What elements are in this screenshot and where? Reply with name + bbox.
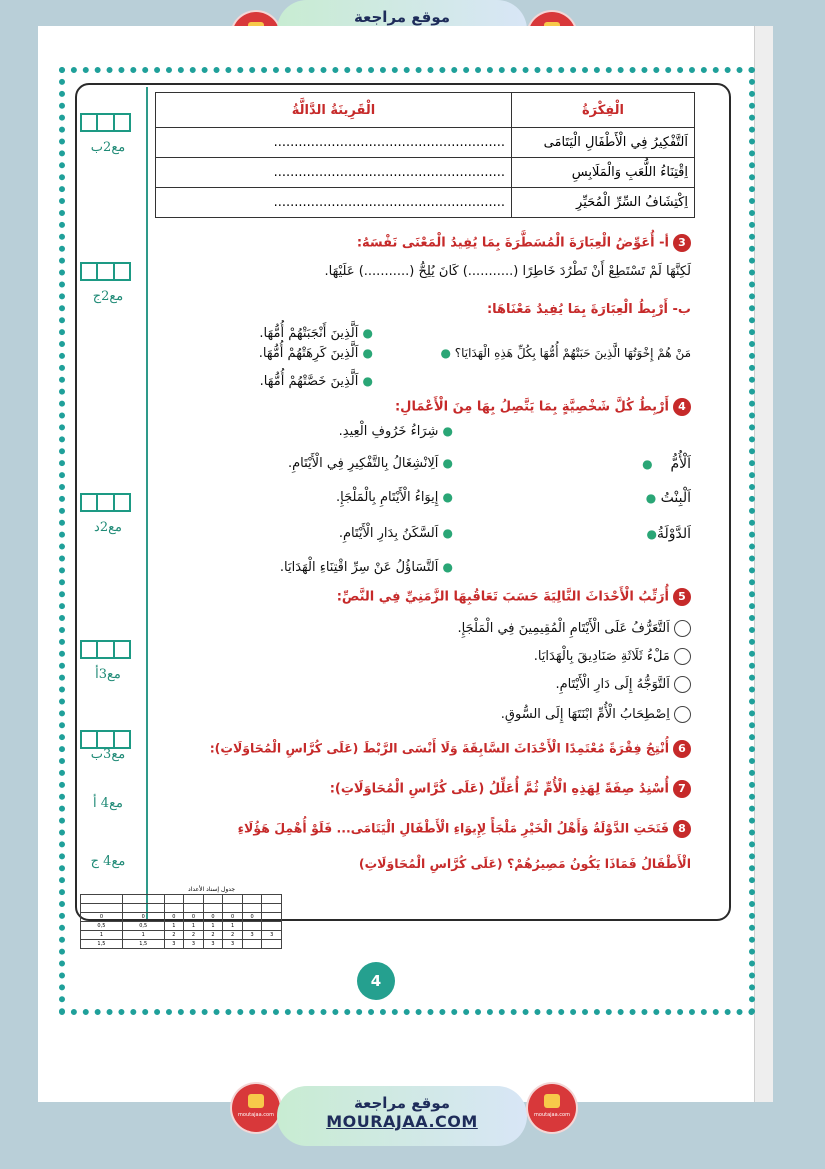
- q3-b-title: ب- أَرْبِطُ الْعِبَارَةَ بِمَا يُفِيدُ مَعْنَاهَا:: [486, 302, 691, 317]
- worksheet-page: [38, 26, 773, 1102]
- criterion-label-5: مع3ب: [90, 747, 126, 762]
- q3-b-option-1: ● اَلَّذِينَ أَنْجَبَتْهُمْ أُمُّهَا.: [259, 326, 373, 341]
- q4-action-1: ● شِرَاءُ خَرُوفِ الْعِيدِ.: [338, 424, 453, 439]
- margin-divider: [146, 87, 148, 919]
- grading-table: 0 0 0 0 0 0 0 0,5 0,5 1 1 1 1 1 1 2 2 2 2 3 3 1,5 1,5 3 3 3 3: [80, 894, 282, 949]
- q4-character-2: اَلْبِنْتُ ●: [645, 490, 691, 506]
- score-box-2: [80, 262, 131, 281]
- evidence-cell[interactable]: ........................................................: [156, 158, 512, 188]
- score-box-1: [80, 113, 131, 132]
- q6-number: 6: [673, 740, 691, 758]
- table-row: [156, 158, 695, 188]
- criterion-label-1: مع2ب: [90, 140, 126, 155]
- idea-evidence-table: [155, 92, 695, 218]
- idea-cell: اِقْتِنَاءُ اللُّعَبِ وَالْمَلَابِسِ: [512, 158, 695, 188]
- q5-title: 5أُرَتِّبُ الْأَحْدَاثَ التَّالِيَةَ حَسَبَ تَعَاقُبِهَا الزَّمَنِيِّ فِي النَّصِّ:: [337, 588, 691, 606]
- q3-b-option-2: ● اَلَّذِينَ كَرِهَتْهُمْ أُمُّهَا.: [258, 346, 373, 361]
- q5-event-2[interactable]: مَلْءُ ثَلَاثَةِ صَنَادِيقَ بِالْهَدَايَا.: [534, 648, 691, 665]
- evidence-cell[interactable]: ........................................................: [156, 188, 512, 218]
- q5-event-4[interactable]: اِصْطِحَابُ الْأُمِّ ابْنَتَهَا إِلَى السُّوقِ.: [501, 706, 691, 723]
- idea-cell: اِكْتِشَافُ السِّرِّ الْمُحَيِّرِ: [512, 188, 695, 218]
- site-logo-left-bottom: moutajaa.com: [232, 1084, 280, 1132]
- score-box-4: [80, 640, 131, 659]
- criterion-label-7: مع4 ج: [90, 854, 126, 869]
- site-arabic-name: موقع مراجعة: [353, 8, 451, 26]
- q3-b-sentence: مَنْ هُمْ إِخْوَتُهَا الَّذِينَ حَبَتْهُمْ أُمُّهَا بِكُلِّ هَذِهِ الْهَدَايَا؟ ●: [440, 346, 691, 360]
- q3-a-title: أ- أُعَوِّضُ الْعِبَارَةَ الْمُسَطَّرَةَ بِمَا يُفِيدُ الْمَعْنَى نَفْسَهُ:: [356, 235, 669, 251]
- idea-cell: اَلتَّفْكِيرُ فِي الْأَطْفَالِ الْيَتَامَى: [512, 128, 695, 158]
- order-circle[interactable]: [674, 648, 691, 665]
- page-edge: [754, 26, 773, 1102]
- q3-a-sentence: لَكِنَّهَا لَمْ تَسْتَطِعْ أَنْ تَطْرُدَ خَاطِرًا (...........) كَانَ يُلِحُّ (...........) عَلَيْهَا.: [324, 264, 691, 279]
- table-row: [156, 128, 695, 158]
- q4-action-4: ● اَلسَّكَنُ بِدَارِ الْأَيْتَامِ.: [338, 526, 453, 541]
- q8-number: 8: [673, 820, 691, 838]
- criterion-label-4: مع3أ: [95, 667, 121, 682]
- q8-line-1: 8فَتَحَتِ الدَّوْلَةُ وَأَهْلُ الْخَيْرِ مَلْجَأً لِإِيوَاءِ الْأَطْفَالِ الْيَتَامَى... فَلَوْ أُهْمِلَ هَؤُلَاءِ: [238, 820, 691, 838]
- site-logo-right-bottom: moutajaa.com: [528, 1084, 576, 1132]
- criterion-label-6: مع4 أ: [93, 796, 123, 811]
- site-domain[interactable]: MOURAJAA.COM: [326, 1112, 478, 1131]
- evidence-cell[interactable]: ........................................................: [156, 128, 512, 158]
- q8-line-2: الْأَطْفَالُ فَمَاذَا يَكُونُ مَصِيرُهُمْ؟ (عَلَى كُرَّاسِ الْمُحَاوَلَاتِ): [358, 856, 691, 871]
- criterion-label-2: مع2ج: [92, 289, 124, 304]
- q6-text: 6أُنْتِجُ فِقْرَةً مُعْتَمِدًا الْأَحْدَاثَ السَّابِقَةَ وَلَا أَنْسَى الرَّبْطَ (عَلَى كُرَّاسِ الْمُحَاوَلَاتِ):: [210, 740, 691, 758]
- q4-action-2: ● اَلِانْشِغَالُ بِالتَّفْكِيرِ فِي الْأَيْتَامِ.: [287, 456, 453, 471]
- q3-title: [357, 234, 691, 252]
- header-evidence: الْقَرِينَةُ الدَّالَّةُ: [156, 93, 512, 128]
- q7-number: 7: [673, 780, 691, 798]
- q3-b-option-3: ● اَلَّذِينَ خَصَّتْهُمْ أُمُّهَا.: [259, 374, 373, 389]
- order-circle[interactable]: [674, 706, 691, 723]
- q4-title: 4أَرْبِطُ كُلَّ شَخْصِيَّةٍ بِمَا يَتَّصِلُ بِهَا مِنَ الْأَعْمَالِ:: [395, 398, 691, 416]
- q4-action-3: ● إِيوَاءُ الْأَيْتَامِ بِالْمَلْجَإِ.: [336, 490, 453, 505]
- q4-character-3: اَلدَّوْلَةُ●: [646, 526, 691, 542]
- q4-character-1: اَلْأُمُّ ●: [642, 456, 691, 472]
- score-box-3: [80, 493, 131, 512]
- q5-event-3[interactable]: اَلتَّوَجُّهُ إِلَى دَارِ الْأَيْتَامِ.: [555, 676, 691, 693]
- order-circle[interactable]: [674, 620, 691, 637]
- site-banner-bottom[interactable]: [277, 1086, 527, 1146]
- mini-table-title: جدول إسناد الأعداد: [188, 886, 236, 893]
- order-circle[interactable]: [674, 676, 691, 693]
- q5-number: 5: [673, 588, 691, 606]
- site-arabic-name: موقع مراجعة: [353, 1094, 451, 1112]
- page-number: 4: [357, 962, 395, 1000]
- criterion-label-3: مع2د: [94, 520, 122, 535]
- q3-number: 3: [673, 234, 691, 252]
- header-idea: الْفِكْرَةُ: [512, 93, 695, 128]
- q7-text: 7أُسْنِدُ صِفَةً لِهَذِهِ الْأُمِّ ثُمَّ أُعَلِّلُ (عَلَى كُرَّاسِ الْمُحَاوَلَاتِ):: [330, 780, 691, 798]
- q5-event-1[interactable]: اَلتَّعَرُّفُ عَلَى الْأَيْتَامِ الْمُقِيمِينَ فِي الْمَلْجَإِ.: [457, 620, 691, 637]
- q4-number: 4: [673, 398, 691, 416]
- table-row: [156, 188, 695, 218]
- q4-action-5: ● اَلتَّسَاؤُلُ عَنْ سِرِّ اقْتِنَاءِ الْهَدَايَا.: [279, 560, 453, 575]
